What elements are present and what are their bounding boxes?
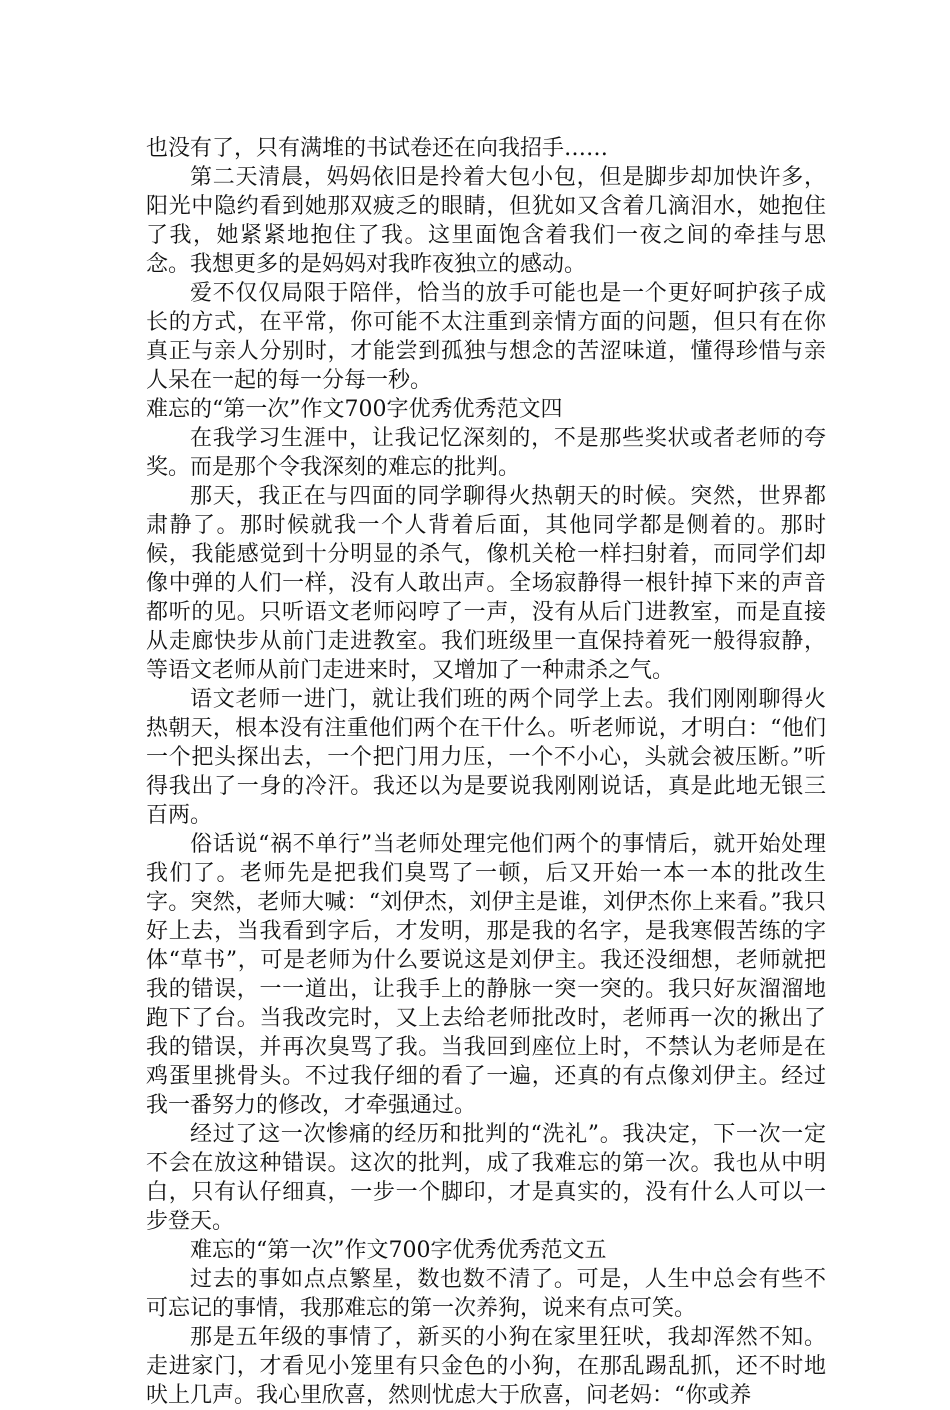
paragraph: 过去的事如点点繁星，数也数不清了。可是，人生中总会有些不可忘记的事情，我那难忘的第一次养狗，说来有点可笑。 [146, 1267, 826, 1321]
paragraph: 语文老师一进门，就让我们班的两个同学上去。我们刚刚聊得火热朝天，根本没有注重他们两个在干什么。听老师说，才明白：“他们一个把头探出去，一个把门用力压，一个不小心，头就会被压断。”听得我出了一身的冷汗。我还以为是要说我刚刚说话，真是此地无银三百两。 [146, 687, 826, 828]
section-heading-4: 难忘的“第一次”作文700字优秀优秀范文四 [146, 397, 563, 422]
paragraph: 爱不仅仅局限于陪伴，恰当的放手可能也是一个更好呵护孩子成长的方式，在平常，你可能不太注重到亲情方面的问题，但只有在你真正与亲人分别时，才能尝到孤独与想念的苦涩味道，懂得珍惜与亲人呆在一起的每一分每一秒。 [146, 281, 826, 393]
paragraph-continuation: 也没有了，只有满堆的书试卷还在向我招手…… [146, 136, 609, 161]
paragraph: 那天，我正在与四面的同学聊得火热朝天的时候。突然，世界都肃静了。那时候就我一个人背着后面，其他同学都是侧着的。那时候，我能感觉到十分明显的杀气，像机关枪一样扫射着，而同学们却像中弹的人们一样，没有人敢出声。全场寂静得一根针掉下来的声音都听的见。只听语文老师闷哼了一声，没有从后门进教室，而是直接从走廊快步从前门走进教室。我们班级里一直保持着死一般得寂静，等语文老师从前门走进来时，又增加了一种肃杀之气。 [146, 484, 826, 683]
section-heading-5: 难忘的“第一次”作文700字优秀优秀范文五 [190, 1238, 607, 1263]
paragraph: 在我学习生涯中，让我记忆深刻的，不是那些奖状或者老师的夸奖。而是那个令我深刻的难忘的批判。 [146, 426, 826, 480]
paragraph: 第二天清晨，妈妈依旧是拎着大包小包，但是脚步却加快许多，阳光中隐约看到她那双疲乏的眼睛，但犹如又含着几滴泪水，她抱住了我，她紧紧地抱住了我。这里面饱含着我们一夜之间的牵挂与思念。我想更多的是妈妈对我昨夜独立的感动。 [146, 165, 826, 277]
paragraph: 经过了这一次惨痛的经历和批判的“洗礼”。我决定，下一次一定不会在放这种错误。这次的批判，成了我难忘的第一次。我也从中明白，只有认仔细真，一步一个脚印，才是真实的，没有什么人可以一步登天。 [146, 1122, 826, 1234]
document-body [146, 134, 826, 1410]
paragraph: 俗话说“祸不单行”当老师处理完他们两个的事情后，就开始处理我们了。老师先是把我们臭骂了一顿，后又开始一本一本的批改生字。突然，老师大喊：“刘伊杰，刘伊主是谁，刘伊杰你上来看。”我只好上去，当我看到字后，才发明，那是我的名字，是我寒假苦练的字体“草书”，可是老师为什么要说这是刘伊主。我还没细想，老师就把我的错误，一一道出，让我手上的静脉一突一突的。我只好灰溜溜地跑下了台。当我改完时，又上去给老师批改时，老师再一次的揪出了我的错误，并再次臭骂了我。当我回到座位上时，不禁认为老师是在鸡蛋里挑骨头。不过我仔细的看了一遍，还真的有点像刘伊主。经过我一番努力的修改，才牵强通过。 [146, 832, 826, 1118]
paragraph: 那是五年级的事情了，新买的小狗在家里狂吠，我却浑然不知。走进家门，才看见小笼里有只金色的小狗，在那乱踢乱抓，还不时地吠上几声。我心里欣喜，然则忧虑大于欣喜，问老妈：“你或养 [146, 1325, 826, 1408]
